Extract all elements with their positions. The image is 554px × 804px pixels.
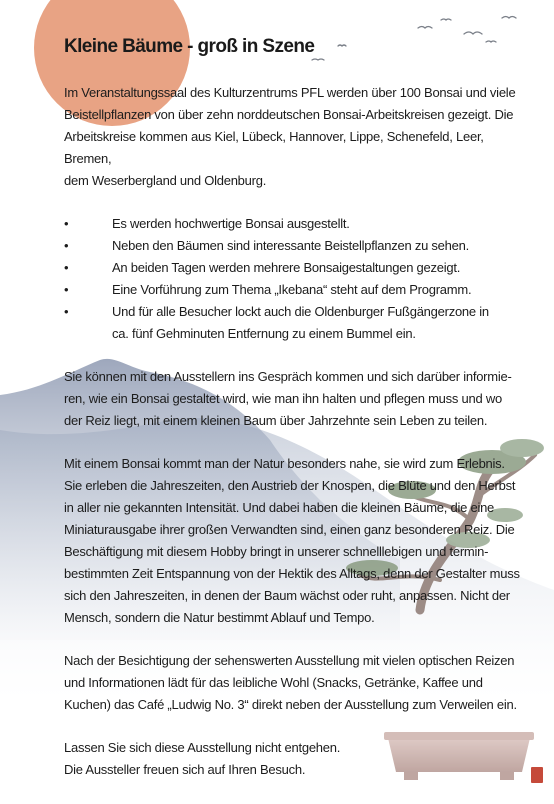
list-item-text: Neben den Bäumen sind interessante Beistellpflanzen zu sehen. (112, 238, 469, 253)
text-line: Arbeitskreise kommen aus Kiel, Lübeck, Hannover, Lippe, Schenefeld, Leer, Bremen, (64, 129, 484, 166)
intro-paragraph (64, 82, 526, 192)
bullet-icon: • (64, 216, 69, 231)
text-line: Lassen Sie sich diese Ausstellung nicht entgehen. (64, 740, 341, 755)
list-item-text: Und für alle Besucher lockt auch die Oldenburger Fußgängerzone in (112, 304, 489, 319)
text-line: dem Weserbergland und Oldenburg. (64, 173, 267, 188)
page-title: Kleine Bäume - groß in Szene (64, 36, 315, 57)
list-item-text: ca. fünf Gehminuten Entfernung zu einem Bummel ein. (112, 326, 416, 341)
text-line: Kuchen) das Café „Ludwig No. 3“ direkt neben der Ausstellung zum Verweilen ein. (64, 697, 517, 712)
bullet-icon: • (64, 238, 69, 253)
text-line: bestimmten Zeit Entspannung von der Hektik des Alltags, denn der Gestalter muss (64, 566, 520, 581)
list-item (64, 213, 526, 235)
list-item (64, 279, 526, 301)
bullet-icon: • (64, 260, 69, 275)
closing-paragraph (64, 737, 526, 781)
text-line: der Reiz liegt, mit einem kleinen Baum über Jahrzehnte sein Leben zu teilen. (64, 413, 488, 428)
list-item (64, 301, 526, 345)
bullet-icon: • (64, 282, 69, 297)
text-line: ren, wie ein Bonsai gestaltet wird, wie man ihn halten und pflegen muss und wo (64, 391, 502, 406)
text-line: sich den Jahreszeiten, in denen der Baum wächst oder ruht, anpassen. Nicht der (64, 588, 510, 603)
text-line: Beistellpflanzen von über zehn norddeutschen Bonsai-Arbeitskreisen gezeigt. Die (64, 107, 514, 122)
seal-stamp (531, 767, 543, 783)
text-line: Nach der Besichtigung der sehenswerten Ausstellung mit vielen optischen Reizen (64, 653, 515, 668)
list-item (64, 257, 526, 279)
bullet-icon: • (64, 304, 69, 319)
cafe-paragraph (64, 650, 526, 716)
list-item-text: An beiden Tagen werden mehrere Bonsaigestaltungen gezeigt. (112, 260, 461, 275)
text-line: Mensch, sondern die Natur bestimmt Ablauf und Tempo. (64, 610, 375, 625)
text-line: Mit einem Bonsai kommt man der Natur besonders nahe, sie wird zum Erlebnis. (64, 456, 505, 471)
nature-paragraph (64, 453, 526, 629)
text-line: Sie erleben die Jahreszeiten, den Austrieb der Knospen, die Blüte und den Herbst (64, 478, 516, 493)
list-item-text: Es werden hochwertige Bonsai ausgestellt. (112, 216, 350, 231)
text-line: Sie können mit den Ausstellern ins Gespräch kommen und sich darüber informie- (64, 369, 512, 384)
text-line: Miniaturausgabe ihrer großen Verwandten sind, einen ganz besonderen Reiz. Die (64, 522, 515, 537)
feature-list (64, 213, 526, 345)
article (64, 36, 526, 781)
list-item (64, 235, 526, 257)
text-line: Die Aussteller freuen sich auf Ihren Besuch. (64, 762, 306, 777)
text-line: und Informationen lädt für das leibliche Wohl (Snacks, Getränke, Kaffee und (64, 675, 483, 690)
list-item-text: Eine Vorführung zum Thema „Ikebana“ steht auf dem Programm. (112, 282, 472, 297)
text-line: Beschäftigung mit diesem Hobby bringt in unserer schnelllebigen und termin- (64, 544, 489, 559)
text-line: Im Veranstaltungssaal des Kulturzentrums PFL werden über 100 Bonsai und viele (64, 85, 516, 100)
text-line: in aller nie gekannten Intensität. Und dabei haben die kleinen Bäume, die eine (64, 500, 495, 515)
conversation-paragraph (64, 366, 526, 432)
